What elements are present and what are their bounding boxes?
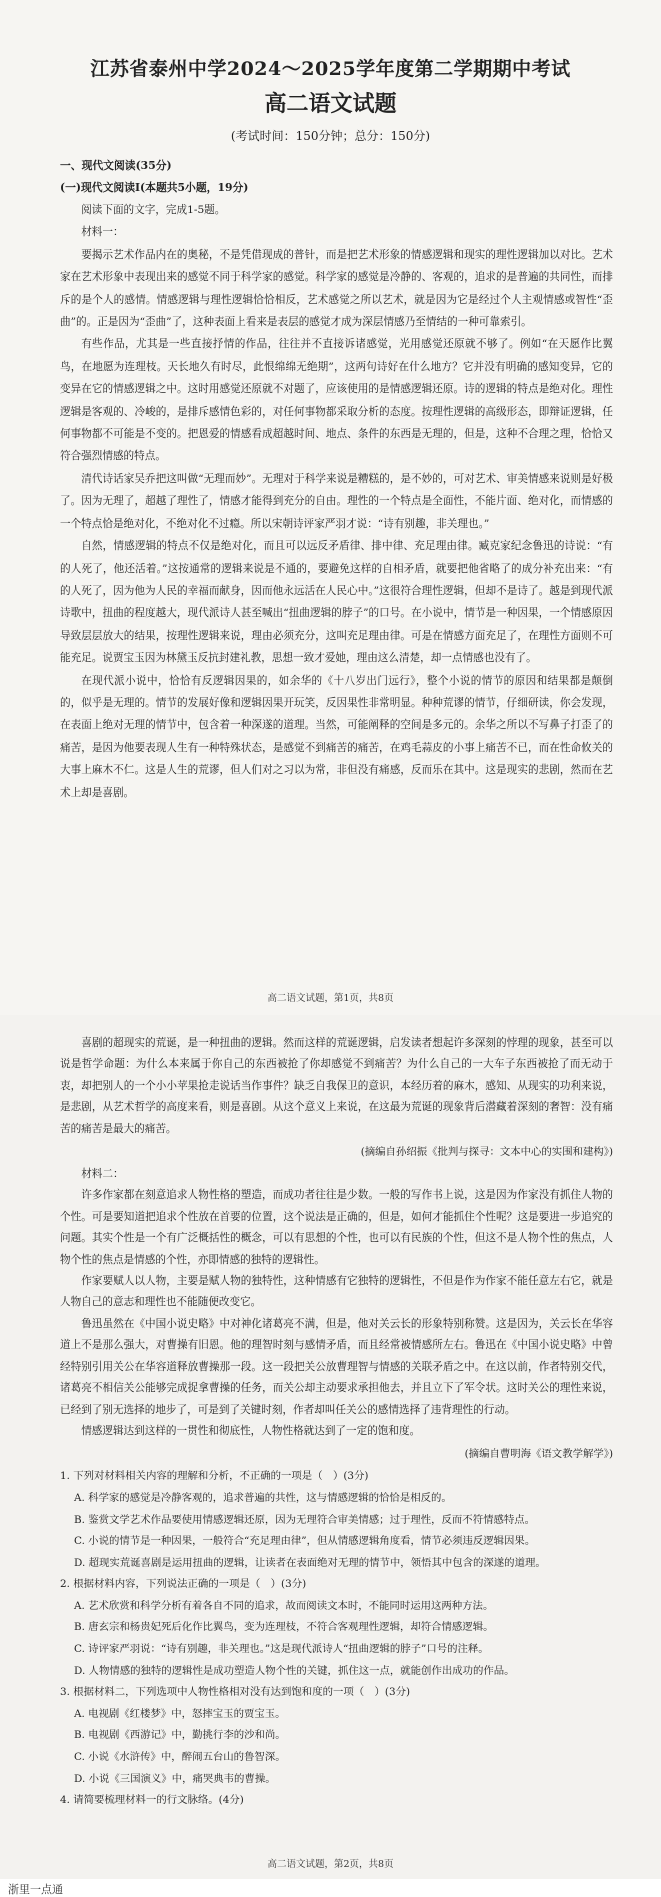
exam-title: 江苏省泰州中学2024～2025学年度第二学期期中考试 [90,58,571,80]
answer-option: A. 科学家的感觉是冷静客观的，追求普遍的共性，这与情感逻辑的恰恰是相反的。 [74,1491,452,1504]
source-citation: (摘编自孙绍振《批判与探寻：文本中心的实围和建构》) [360,1146,613,1159]
source-citation: (摘编自曹明海《语文教学解学》) [464,1448,613,1461]
answer-option: D. 人物情感的独特的逻辑性是成功塑造人物个性的关键，抓住这一点，就能创作出成功的作品。 [74,1664,515,1677]
page-footer: 高二语文试题，第1页，共8页 [267,993,394,1004]
answer-option: D. 小说《三国演义》中，痛哭典韦的曹操。 [74,1772,276,1785]
answer-option: A. 电视剧《红楼梦》中，怒摔宝玉的贾宝玉。 [74,1707,286,1720]
answer-option: B. 电视剧《西游记》中，勤挑行李的沙和尚。 [74,1729,286,1742]
question-stem: 1. 下列对材料相关内容的理解和分析，不正确的一项是（ ）(3分) [60,1470,369,1483]
question-stem: 4. 请简要梳理材料一的行文脉络。(4分) [60,1794,244,1807]
paragraph: 自然，情感逻辑的特点不仅是绝对化，而且可以远反矛盾律、排中律、充足理由律。臧克家纪念鲁迅的诗说：“有的人死了，他还活着。”这按通常的逻辑来说是不通的，要避免这样的自相矛盾，就要把他省略了的成分补充出来：“有的人死了，因为他为人民的幸福而献身，因而他永远活在人民心中。”这很符合理性逻辑，但却不是诗了。越是到现代派诗歌中，扭曲的程度越大，现代派诗人甚至喊出“扭曲逻辑的脖子”的口号。在小说中，情节是一种因果，一个情感原因导致层层放大的结果，按理性逻辑来说，理由必须充分，这叫充足理由律。可是在情感方面充足了，在理性方面则不可能充足。说贾宝玉因为林黛玉反抗封建礼教，思想一致才爱她，理由这么清楚，却一点情感也没有了。 [60,540,613,665]
adjacent-page-edge [639,1035,661,1795]
answer-option: B. 鉴赏文学艺术作品要使用情感逻辑还原，因为无理符合审美情感；过于理性，反而不符情感特点。 [74,1513,536,1526]
paragraph: 鲁迅虽然在《中国小说史略》中对神化诸葛亮不满，但是，他对关云长的形象特别称赞。这是因为，关云长在华容道上不是那么强大，对曹操有旧恩。他的理智时刻与感情矛盾，而且经常被情感所左右。鲁迅在《中国小说史略》中曾经特别引用关公在华容道释放曹操那一段。这一段把关公放曹理智与情感的关联矛盾之中。在这以前，作者特别交代，诸葛亮不相信关公能够完成捉拿曹操的任务，而关公却主动要求承担他去，并且立下了军令状。这时关公的理性来说，已经到了别无选择的地步了，可是到了关键时刻，作者却叫任关公的感情选择了违背理性的行动。 [60,1317,613,1416]
exam-subtitle: 高二语文试题 [264,91,397,117]
answer-option: C. 诗评家严羽说：“诗有别趣，非关理也。”这是现代派诗人“扭曲逻辑的脖子”口号的注释。 [74,1643,489,1656]
question-stem: 3. 根据材料二，下列选项中人物性格相对没有达到饱和度的一项（ ）(3分) [60,1686,411,1699]
adjacent-page-edge [639,60,661,660]
paragraph: 要揭示艺术作品内在的奥秘，不是凭借现成的普针，而是把艺术形象的情感逻辑和现实的理性逻辑加以对比。艺术家在艺术形象中表现出来的感觉不同于科学家的感觉。科学家的感觉是冷静的、客观的，追求的是普遍的共同性，而排斥的是个人的感情。情感逻辑与理性逻辑恰恰相反，艺术感觉之所以艺术，就是因为它是经过个人主观情感或智性“歪曲”的。正是因为“歪曲”了，这种表面上看来是表层的感觉才成为深层情感乃至情结的一种可靠索引。 [60,248,613,329]
exam-page-2 [0,1015,661,1879]
answer-option: C. 小说《水浒传》中，醉闹五台山的鲁智深。 [74,1751,286,1764]
material2-label: 材料二： [81,1168,124,1181]
paragraph: 许多作家都在刻意追求人物性格的塑造，而成功者往往是少数。一般的写作书上说，这是因为作家没有抓住人物的个性。可是要知道把追求个性放在首要的位置，这个说法是正确的，但是，如何才能抓住个性呢？这是要进一步追究的问题。其实个性是一个有广泛概括性的概念，可以有思想的个性，也可以有民族的个性，但这不是人物个性的焦点，人物个性的焦点是情感的个性，亦即情感的独特的逻辑性。 [60,1189,613,1266]
watermark-text: 浙里一点通 [8,1883,63,1896]
paragraph: 清代诗话家吴乔把这叫做“无理而妙”。无理对于科学来说是糟糕的，是不妙的，可对艺术、审美情感来说则是好极了。因为无理了，超越了理性了，情感才能得到充分的自由。理性的一个特点是全面性，不能片面、绝对化，而情感的一个特点恰是绝对化，不绝对化不过瘾。所以宋朝诗评家严羽才说：“诗有别趣，非关理也。” [60,472,613,530]
question-stem: 2. 根据材料内容，下列说法正确的一项是（ ）(3分) [60,1578,307,1591]
page2-body [60,1033,613,1812]
answer-option: A. 艺术欣赏和科学分析有着各自不同的追求，故而阅读文本时，不能同时运用这两种方法。 [74,1599,494,1612]
instruction-text: 阅读下面的文字，完成1-5题。 [81,204,226,216]
answer-option: D. 超现实荒诞喜剧是运用扭曲的逻辑，让读者在表面绝对无理的情节中，领悟其中包含的深遂的道理。 [74,1556,546,1569]
paragraph: 在现代派小说中，恰恰有反逻辑因果的，如余华的《十八岁出门远行》，整个小说的情节的原因和结果都是颠倒的，似乎是无理的。情节的发展好像和逻辑因果开玩笑，反因果性非常明显。种种荒谬的情节，仔细研读，你会发现，在表面上绝对无理的情节中，包含着一种深遂的道理。当然，可能阐释的空间是多元的。余华之所以不写鼻子打歪了的痛苦，是因为他要表现人生有一种特殊状态，是感觉不到痛苦的痛苦，在鸡毛蒜皮的小事上痛苦不已，而在性命攸关的大事上麻木不仁。这是人生的荒谬，但人们对之习以为常，非但没有痛感，反而乐在其中。这是现实的悲剧，然而在艺术上却是喜剧。 [60,674,613,799]
answer-option: B. 唐玄宗和杨贵妃死后化作比翼鸟，变为连理枝，不符合客观理性逻辑，却符合情感逻辑。 [74,1621,494,1634]
page-footer: 高二语文试题，第2页，共8页 [267,1859,394,1870]
paragraph: 情感逻辑达到这样的一贯性和彻底性，人物性格就达到了一定的饱和度。 [81,1424,421,1437]
paragraph: 喜剧的超现实的荒诞，是一种扭曲的逻辑。然而这样的荒诞逻辑，启发读者想起许多深刻的悖理的现象，甚至可以说是哲学命题：为什么本来属于你自己的东西被抢了你却感觉不到痛苦？为什么自己的一大车子东西被抢了而无动于衷，却把别人的一个小小苹果抢走说话当作事件？缺乏自我保卫的意识，本经历着的麻木，感知、从现实的功利来说，是悲剧，从艺术哲学的高度来看，则是喜剧。从这个意义上来说，在这最为荒诞的现象背后潜藏着深刻的奢智：没有痛苦的痛苦是最大的痛苦。 [60,1037,613,1135]
page1-body [60,155,613,804]
answer-option: C. 小说的情节是一种因果，一般符合“充足理由律”，但从情感逻辑角度看，情节必须违反逻辑因果。 [74,1535,536,1548]
material1-label: 材料一： [81,226,124,239]
subsection-heading: (一)现代文阅读Ⅰ(本题共5小题，19分) [60,181,249,194]
paragraph: 作家要赋人以人物，主要是赋人物的独特性，这种情感有它独特的逻辑性，不但是作为作家不能任意左右它，就是人物自己的意志和理性也不能随便改变它。 [60,1275,613,1309]
paragraph: 有些作品，尤其是一些直接抒情的作品，往往并不直接诉诸感觉，光用感觉还原就不够了。例如“在天愿作比翼鸟，在地愿为连理枝。天长地久有时尽，此恨绵绵无绝期”，这两句诗好在什么地方？它并没有明确的感知变异，它的变异在它的情感逻辑之中。这时用感觉还原就不对题了，应该使用的是情感逻辑还原。诗的逻辑的特点是绝对化。理性逻辑是客观的、冷峻的，是排斥感情色彩的，对任何事物都采取分析的态度。按理性逻辑的高级形态，即辩证逻辑，任何事物都不可能是不变的。把恩爱的情感看成超越时间、地点、条件的东西是无理的，但是，这种不合理之理，恰恰又符合强烈情感的特点。 [60,338,613,463]
exam-info: (考试时间：150分钟；总分：150分) [230,129,431,143]
section-heading: 一、现代文阅读(35分) [60,159,172,172]
